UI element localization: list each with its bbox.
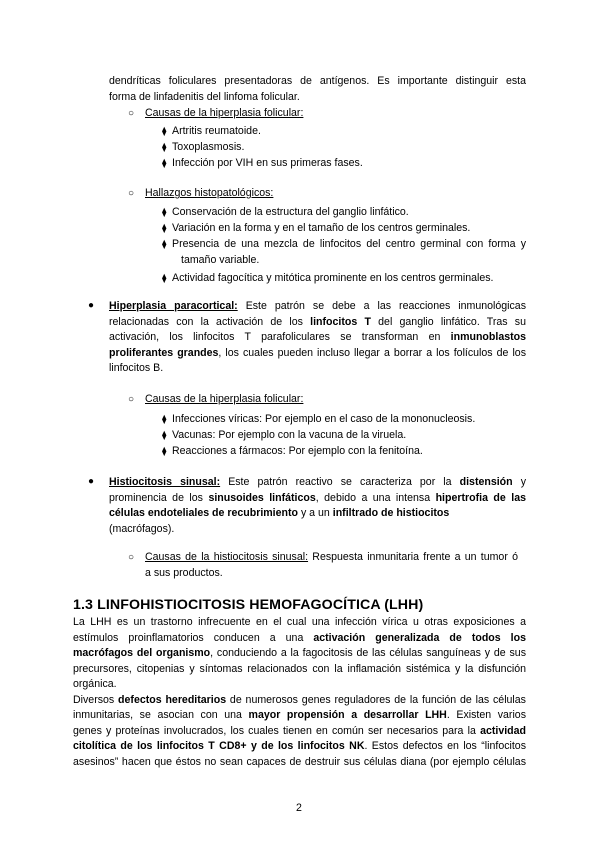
diamond-bullet-icon: ⧫ [162,223,167,233]
text: activación, los linfocitos T parafoliculares se transforman en [109,331,451,343]
text: relacionadas con la activación de los [109,315,311,328]
intro-line: dendríticas foliculares presentadoras de antígenos. Es importante distinguir esta [109,75,526,87]
term: Histiocitosis sinusal: [109,476,221,488]
paragraph-line: asesinos” hacen que éstos no sean capaces de destruir sus células diana (por ejemplo células [73,755,526,768]
paragraph-line [73,724,526,740]
text: de numerosos genes reguladores de la función de las células [226,693,526,706]
subsection-title: Causas de la histiocitosis sinusal: [145,551,309,563]
paragraph-line [73,646,526,662]
sinus-line [109,475,526,491]
text: inmunitarias, se asocian con una [73,709,249,721]
paragraph-line [73,693,526,709]
paragraph-line [73,739,526,755]
circle-bullet-icon: ○ [128,552,135,563]
text: , debido a una intensa [315,491,436,504]
bold-text: activación generalizada de todos los [313,631,526,644]
bold-text: inmunoblastos [450,331,526,343]
bold-text: macrófagos del organismo [73,647,211,659]
sinus-line [109,491,526,507]
sinus-causes-line [145,550,518,566]
circle-bullet-icon: ○ [128,394,135,405]
list-item: Vacunas: Por ejemplo con la vacuna de la viruela. [172,429,407,441]
text: Diversos [73,693,119,706]
bold-text: células endoteliales de recubrimiento [109,507,298,519]
section-heading: 1.3 LINFOHISTIOCITOSIS HEMOFAGOCÍTICA (LHH) [73,597,424,613]
bold-text: hipertrofia de las [435,491,526,504]
list-item: Presencia de una mezcla de linfocitos del centro germinal con forma y [172,238,526,250]
paracortical-line [109,330,526,346]
paragraph-line [73,708,526,724]
intro-line: forma de linfadenitis del linfoma folicular. [109,90,300,103]
diamond-bullet-icon: ⧫ [162,126,167,136]
page-number: 2 [296,802,302,814]
text: genes y proteínas involucrados, los cuales tienen en común ser necesarios para la [73,724,481,737]
paracortical-line [109,299,526,315]
text: , conduciendo a la fagocitosis de las células sanguíneas y de sus [210,647,526,659]
diamond-bullet-icon: ⧫ [162,430,167,440]
bold-text: infiltrado de histiocitos [332,507,450,519]
text: del ganglio linfático. Tras su [370,315,526,328]
diamond-bullet-icon: ⧫ [162,158,167,168]
paracortical-line [109,315,526,331]
subsection-title: Hallazgos histopatológicos: [145,187,274,199]
list-item: Artritis reumatoide. [172,125,261,137]
text: , los cuales pueden incluso llegar a borrar a los folículos de los [218,346,526,359]
list-item: Infección por VIH en sus primeras fases. [172,157,363,169]
bold-text: sinusoides linfáticos [208,491,316,504]
bullet-icon: ● [88,476,95,487]
list-item: Actividad fagocítica y mitótica prominente en los centros germinales. [172,272,494,284]
bold-text: proliferantes grandes [109,346,219,359]
bold-text: citolítica de los linfocitos T CD8+ y de los linfocitos NK [73,740,365,752]
sinus-causes-line: a sus productos. [145,566,223,579]
text: estímulos proinflamatorios conducen a una [73,631,314,644]
text: Este patrón reactivo se caracteriza por la [220,476,460,488]
bullet-icon: ● [88,300,95,311]
paragraph-line: La LHH es un trastorno infrecuente en el cual una infección vírica u otras exposiciones a [73,616,526,628]
bold-text: actividad [480,724,526,737]
list-item: Conservación de la estructura del ganglio linfático. [172,206,409,218]
paragraph-line [73,631,526,647]
text: Este patrón se debe a las reacciones inmunológicas [237,300,526,312]
diamond-bullet-icon: ⧫ [162,414,167,424]
paracortical-line [109,346,526,362]
circle-bullet-icon: ○ [128,188,135,199]
diamond-bullet-icon: ⧫ [162,446,167,456]
diamond-bullet-icon: ⧫ [162,239,167,249]
paracortical-line: linfocitos B. [109,362,164,374]
subsection-title: Causas de la hiperplasia folicular: [145,107,304,119]
sinus-line [109,506,449,522]
text: prominencia de los [109,491,209,504]
text: Respuesta inmunitaria frente a un tumor ó [308,551,518,563]
list-item: Reacciones a fármacos: Por ejemplo con la fenitoína. [172,445,423,457]
bold-text: linfocitos T [310,315,371,328]
paragraph-line: orgánica. [73,678,117,690]
list-item: Infecciones víricas: Por ejemplo en el caso de la mononucleosis. [172,413,476,425]
text: . Existen varios [446,709,526,721]
list-item: Toxoplasmosis. [172,141,245,153]
bold-text: defectos hereditarios [118,693,227,706]
diamond-bullet-icon: ⧫ [162,142,167,152]
bold-text: distensión [459,476,513,488]
bold-text: mayor propensión a desarrollar LHH [248,709,447,721]
sinus-line: (macrófagos). [109,522,175,535]
text: y a un [298,507,333,519]
list-item-continuation: tamaño variable. [181,253,260,266]
subsection-title: Causas de la hiperplasia folicular: [145,393,304,405]
text: y [512,476,527,488]
text: . Estos defectos en los “linfocitos [364,740,526,752]
diamond-bullet-icon: ⧫ [162,207,167,217]
term: Hiperplasia paracortical: [109,300,238,312]
circle-bullet-icon: ○ [128,108,135,119]
paragraph-line: precursores, citopenias y síntomas relacionados con la inflamación sistémica y la disfunción [73,662,526,675]
list-item: Variación en la forma y en el tamaño de los centros germinales. [172,222,471,234]
diamond-bullet-icon: ⧫ [162,273,167,283]
